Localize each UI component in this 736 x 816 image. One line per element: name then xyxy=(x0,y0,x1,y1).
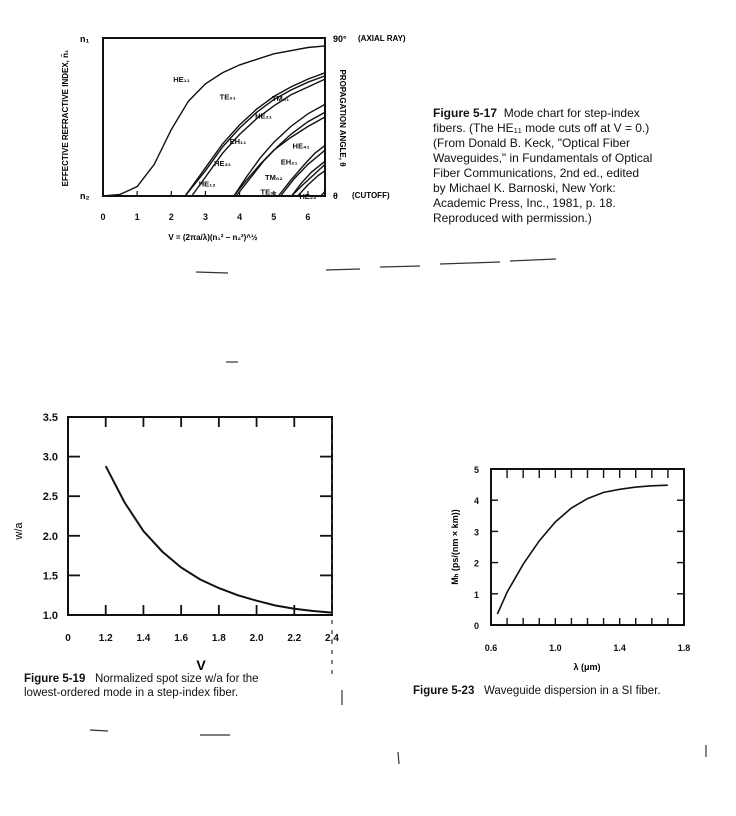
mode-chart-curves xyxy=(103,46,325,196)
waveguide-dispersion-figure xyxy=(450,465,690,672)
spot-size-figure xyxy=(13,412,339,673)
spot-size-y-tick-label: 2.5 xyxy=(42,491,58,504)
spot-size-y-tick-label: 1.5 xyxy=(42,570,58,583)
dispersion-y-tick-label: 0 xyxy=(473,621,479,631)
mode-chart-xlabel: V = (2πa/λ)(n₁² − n₂²)^½ xyxy=(168,233,258,242)
dispersion-line xyxy=(497,485,668,614)
dispersion-curve xyxy=(497,485,668,614)
right-bottom-label: θ xyxy=(333,191,338,201)
spot-size-curve xyxy=(106,466,332,612)
y-bottom-label: n₂ xyxy=(80,191,90,201)
spot-size-ylabel: w/a xyxy=(13,522,25,540)
mode-chart-caption-line: (From Donald B. Keck, "Optical Fiber xyxy=(433,136,630,150)
spot-size-x-tick-label: 1.2 xyxy=(98,633,113,644)
right-bottom-note: (CUTOFF) xyxy=(352,191,390,200)
mode-chart-x-tick-label: 4 xyxy=(237,212,243,222)
mode-label: TE₀₁ xyxy=(219,92,236,102)
spot-size-x-tick-label: 1.8 xyxy=(211,633,226,644)
dispersion-xlabel: λ (μm) xyxy=(573,662,601,672)
right-top-note: (AXIAL RAY) xyxy=(358,34,406,43)
mode-label: HE₁₂ xyxy=(198,179,216,189)
mode-label: EH₁₁ xyxy=(229,136,247,146)
dispersion-y-tick-label: 3 xyxy=(473,527,479,538)
mode-label: HE₁₁ xyxy=(173,75,190,85)
spot-size-xlabel: V xyxy=(196,657,206,673)
spot-size-y-tick-label: 3.5 xyxy=(42,412,58,424)
right-top-label: 90° xyxy=(333,34,347,44)
dispersion-y-tick-label: 5 xyxy=(473,465,479,475)
dispersion-caption xyxy=(413,684,661,699)
spot-size-caption-line: lowest-ordered mode in a step-index fiber. xyxy=(24,687,239,699)
dispersion-caption-label: Figure 5-23 xyxy=(413,685,475,697)
dispersion-x-tick-label: 1.0 xyxy=(549,643,562,653)
mode-curve xyxy=(103,46,325,196)
dispersion-x-tick-label: 1.8 xyxy=(677,643,691,653)
spot-size-frame xyxy=(68,417,332,615)
mode-chart-caption-line: Fiber Communications, 2nd ed., edited xyxy=(433,166,640,180)
spot-size-x-tick-label: 2.2 xyxy=(287,633,302,644)
dispersion-y-tick-label: 4 xyxy=(473,496,479,507)
mode-chart-caption-label: Figure 5-17 xyxy=(433,106,498,120)
spot-size-y-tick-label: 2.0 xyxy=(42,530,58,543)
mode-chart-x-tick-label: 1 xyxy=(134,212,140,222)
mode-label: EH₂₁ xyxy=(280,157,298,167)
mode-chart-ylabel: EFFECTIVE REFRACTIVE INDEX, n̄₁ xyxy=(61,49,70,187)
spot-size-x-tick-label: 2.0 xyxy=(249,633,264,644)
mode-curve xyxy=(185,76,325,196)
spot-size-x-tick-label: 2.4 xyxy=(325,633,339,644)
dispersion-y-tick-label: 2 xyxy=(473,558,479,569)
mode-label: HE₂₂ xyxy=(299,192,317,202)
mode-chart-ylabel-right: PROPAGATION ANGLE, θ xyxy=(338,69,347,167)
spot-size-line xyxy=(106,466,332,612)
spot-size-caption-label: Figure 5-19 xyxy=(24,673,86,685)
mode-chart-x-tick-label: 0 xyxy=(100,212,106,222)
mode-chart-caption-line: Academic Press, Inc., 1981, p. 18. xyxy=(433,196,616,210)
mode-label: HE₃₁ xyxy=(214,158,232,168)
mode-chart-caption-line: Mode chart for step-index xyxy=(503,106,640,120)
spot-size-caption xyxy=(24,672,259,700)
mode-label: HE₂₁ xyxy=(255,111,272,121)
dispersion-x-tick-label: 1.4 xyxy=(613,643,626,653)
mode-curve xyxy=(185,73,325,196)
mode-chart-frame xyxy=(103,38,325,196)
mode-chart-caption-line: by Michael K. Barnoski, New York: xyxy=(433,181,616,195)
dispersion-caption-line: Waveguide dispersion in a SI fiber. xyxy=(483,685,661,697)
mode-chart-x-tick-label: 2 xyxy=(168,212,174,222)
spot-size-x-tick-label: 1.4 xyxy=(136,633,151,644)
spot-size-x-tick-label: 0 xyxy=(65,633,71,644)
mode-label: TM₀₂ xyxy=(264,173,283,183)
y-top-label: n₁ xyxy=(80,34,90,44)
dispersion-frame xyxy=(491,469,684,625)
mode-label: TE₀₂ xyxy=(260,187,277,197)
spot-size-y-tick-label: 1.0 xyxy=(42,610,58,622)
mode-label: HE₄₁ xyxy=(292,141,310,151)
mode-chart-figure xyxy=(61,34,406,242)
mode-label: TM₀₁ xyxy=(271,94,290,104)
spot-size-caption-line: Normalized spot size w/a for the xyxy=(94,673,259,685)
dispersion-x-tick-label: 0.6 xyxy=(484,643,498,653)
mode-chart-caption-line: fibers. (The HE₁₁ mode cuts off at V = 0.) xyxy=(433,121,650,135)
mode-chart-caption-line: Waveguides," in Fundamentals of Optical xyxy=(433,151,653,165)
mode-chart-x-tick-label: 3 xyxy=(202,212,208,222)
mode-chart-caption xyxy=(433,106,652,226)
spot-size-x-tick-label: 1.6 xyxy=(174,633,189,644)
spot-size-y-tick-label: 3.0 xyxy=(42,451,58,464)
dispersion-y-tick-label: 1 xyxy=(473,589,479,600)
mode-chart-x-tick-label: 5 xyxy=(271,212,277,222)
mode-chart-x-tick-label: 6 xyxy=(305,212,311,222)
mode-chart-caption-line: Reproduced with permission.) xyxy=(433,211,592,225)
dispersion-ylabel: Mₕ (ps/(nm × km)) xyxy=(450,509,460,585)
